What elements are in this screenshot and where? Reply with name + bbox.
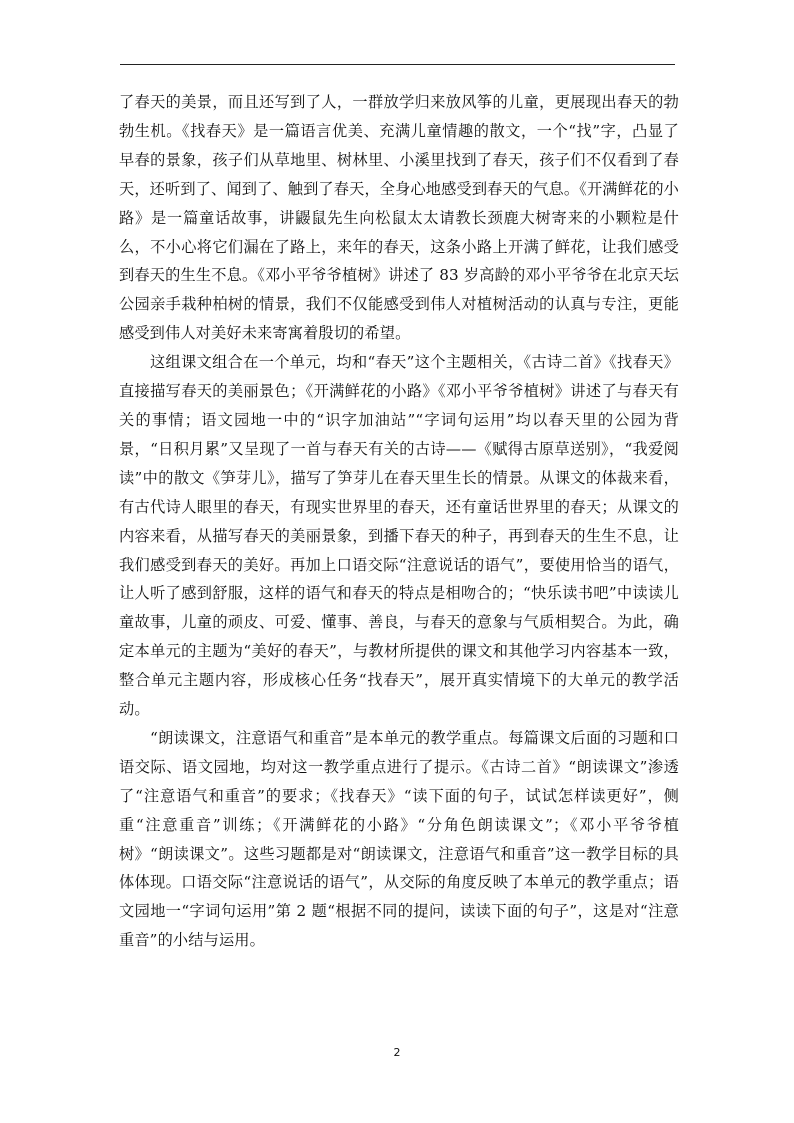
document-body	[119, 88, 679, 955]
paragraph-1: 了春天的美景，而且还写到了人，一群放学归来放风筝的儿童，更展现出春天的勃勃生机。《找春天》是一篇语言优美、充满儿童情趣的散文，一个“找”字，凸显了早春的景象，孩子们从草地里、树林里、小溪里找到了春天，孩子们不仅看到了春天，还听到了、闻到了、触到了春天，全身心地感受到春天的气息。《开满鲜花的小路》是一篇童话故事，讲鼹鼠先生向松鼠太太请教长颈鹿大树寄来的小颗粒是什么，不小心将它们漏在了路上，来年的春天，这条小路上开满了鲜花，让我们感受到春天的生生不息。《邓小平爷爷植树》讲述了 83 岁高龄的邓小平爷爷在北京天坛公园亲手栽种柏树的情景，我们不仅能感受到伟人对植树活动的认真与专注，更能感受到伟人对美好未来寄寓着殷切的希望。	[119, 93, 679, 343]
header-rule	[120, 64, 675, 65]
page-number: 2	[393, 1046, 401, 1059]
paragraph-2: 这组课文组合在一个单元，均和“春天”这个主题相关，《古诗二首》《找春天》直接描写春天的美丽景色；《开满鲜花的小路》《邓小平爷爷植树》讲述了与春天有关的事情；语文园地一中的“识字加油站”“字词句运用”均以春天里的公园为背景，“日积月累”又呈现了一首与春天有关的古诗——《赋得古原草送别》，“我爱阅读”中的散文《笋芽儿》，描写了笋芽儿在春天里生长的情景。从课文的体裁来看，有古代诗人眼里的春天，有现实世界里的春天，还有童话世界里的春天；从课文的内容来看，从描写春天的美丽景象，到播下春天的种子，再到春天的生生不息，让我们感受到春天的美好。再加上口语交际“注意说话的语气”，要使用恰当的语气，让人听了感到舒服，这样的语气和春天的特点是相吻合的；“快乐读书吧”中读读儿童故事，儿童的顽皮、可爱、懂事、善良，与春天的意象与气质相契合。为此，确定本单元的主题为“美好的春天”，与教材所提供的课文和其他学习内容基本一致，整合单元主题内容，形成核心任务“找春天”，展开真实情境下的大单元的教学活动。	[119, 353, 679, 719]
paragraph-3: “朗读课文，注意语气和重音”是本单元的教学重点。每篇课文后面的习题和口语交际、语文园地，均对这一教学重点进行了提示。《古诗二首》“朗读课文”渗透了“注意语气和重音”的要求；《找春天》“读下面的句子，试试怎样读更好”，侧重“注意重音”训练；《开满鲜花的小路》“分角色朗读课文”；《邓小平爷爷植树》“朗读课文”。这些习题都是对“朗读课文，注意语气和重音”这一教学目标的具体体现。口语交际“注意说话的语气”，从交际的角度反映了本单元的教学重点；语文园地一“字词句运用”第 2 题“根据不同的提问，读读下面的句子”，这是对“注意重音”的小结与运用。	[119, 728, 679, 950]
